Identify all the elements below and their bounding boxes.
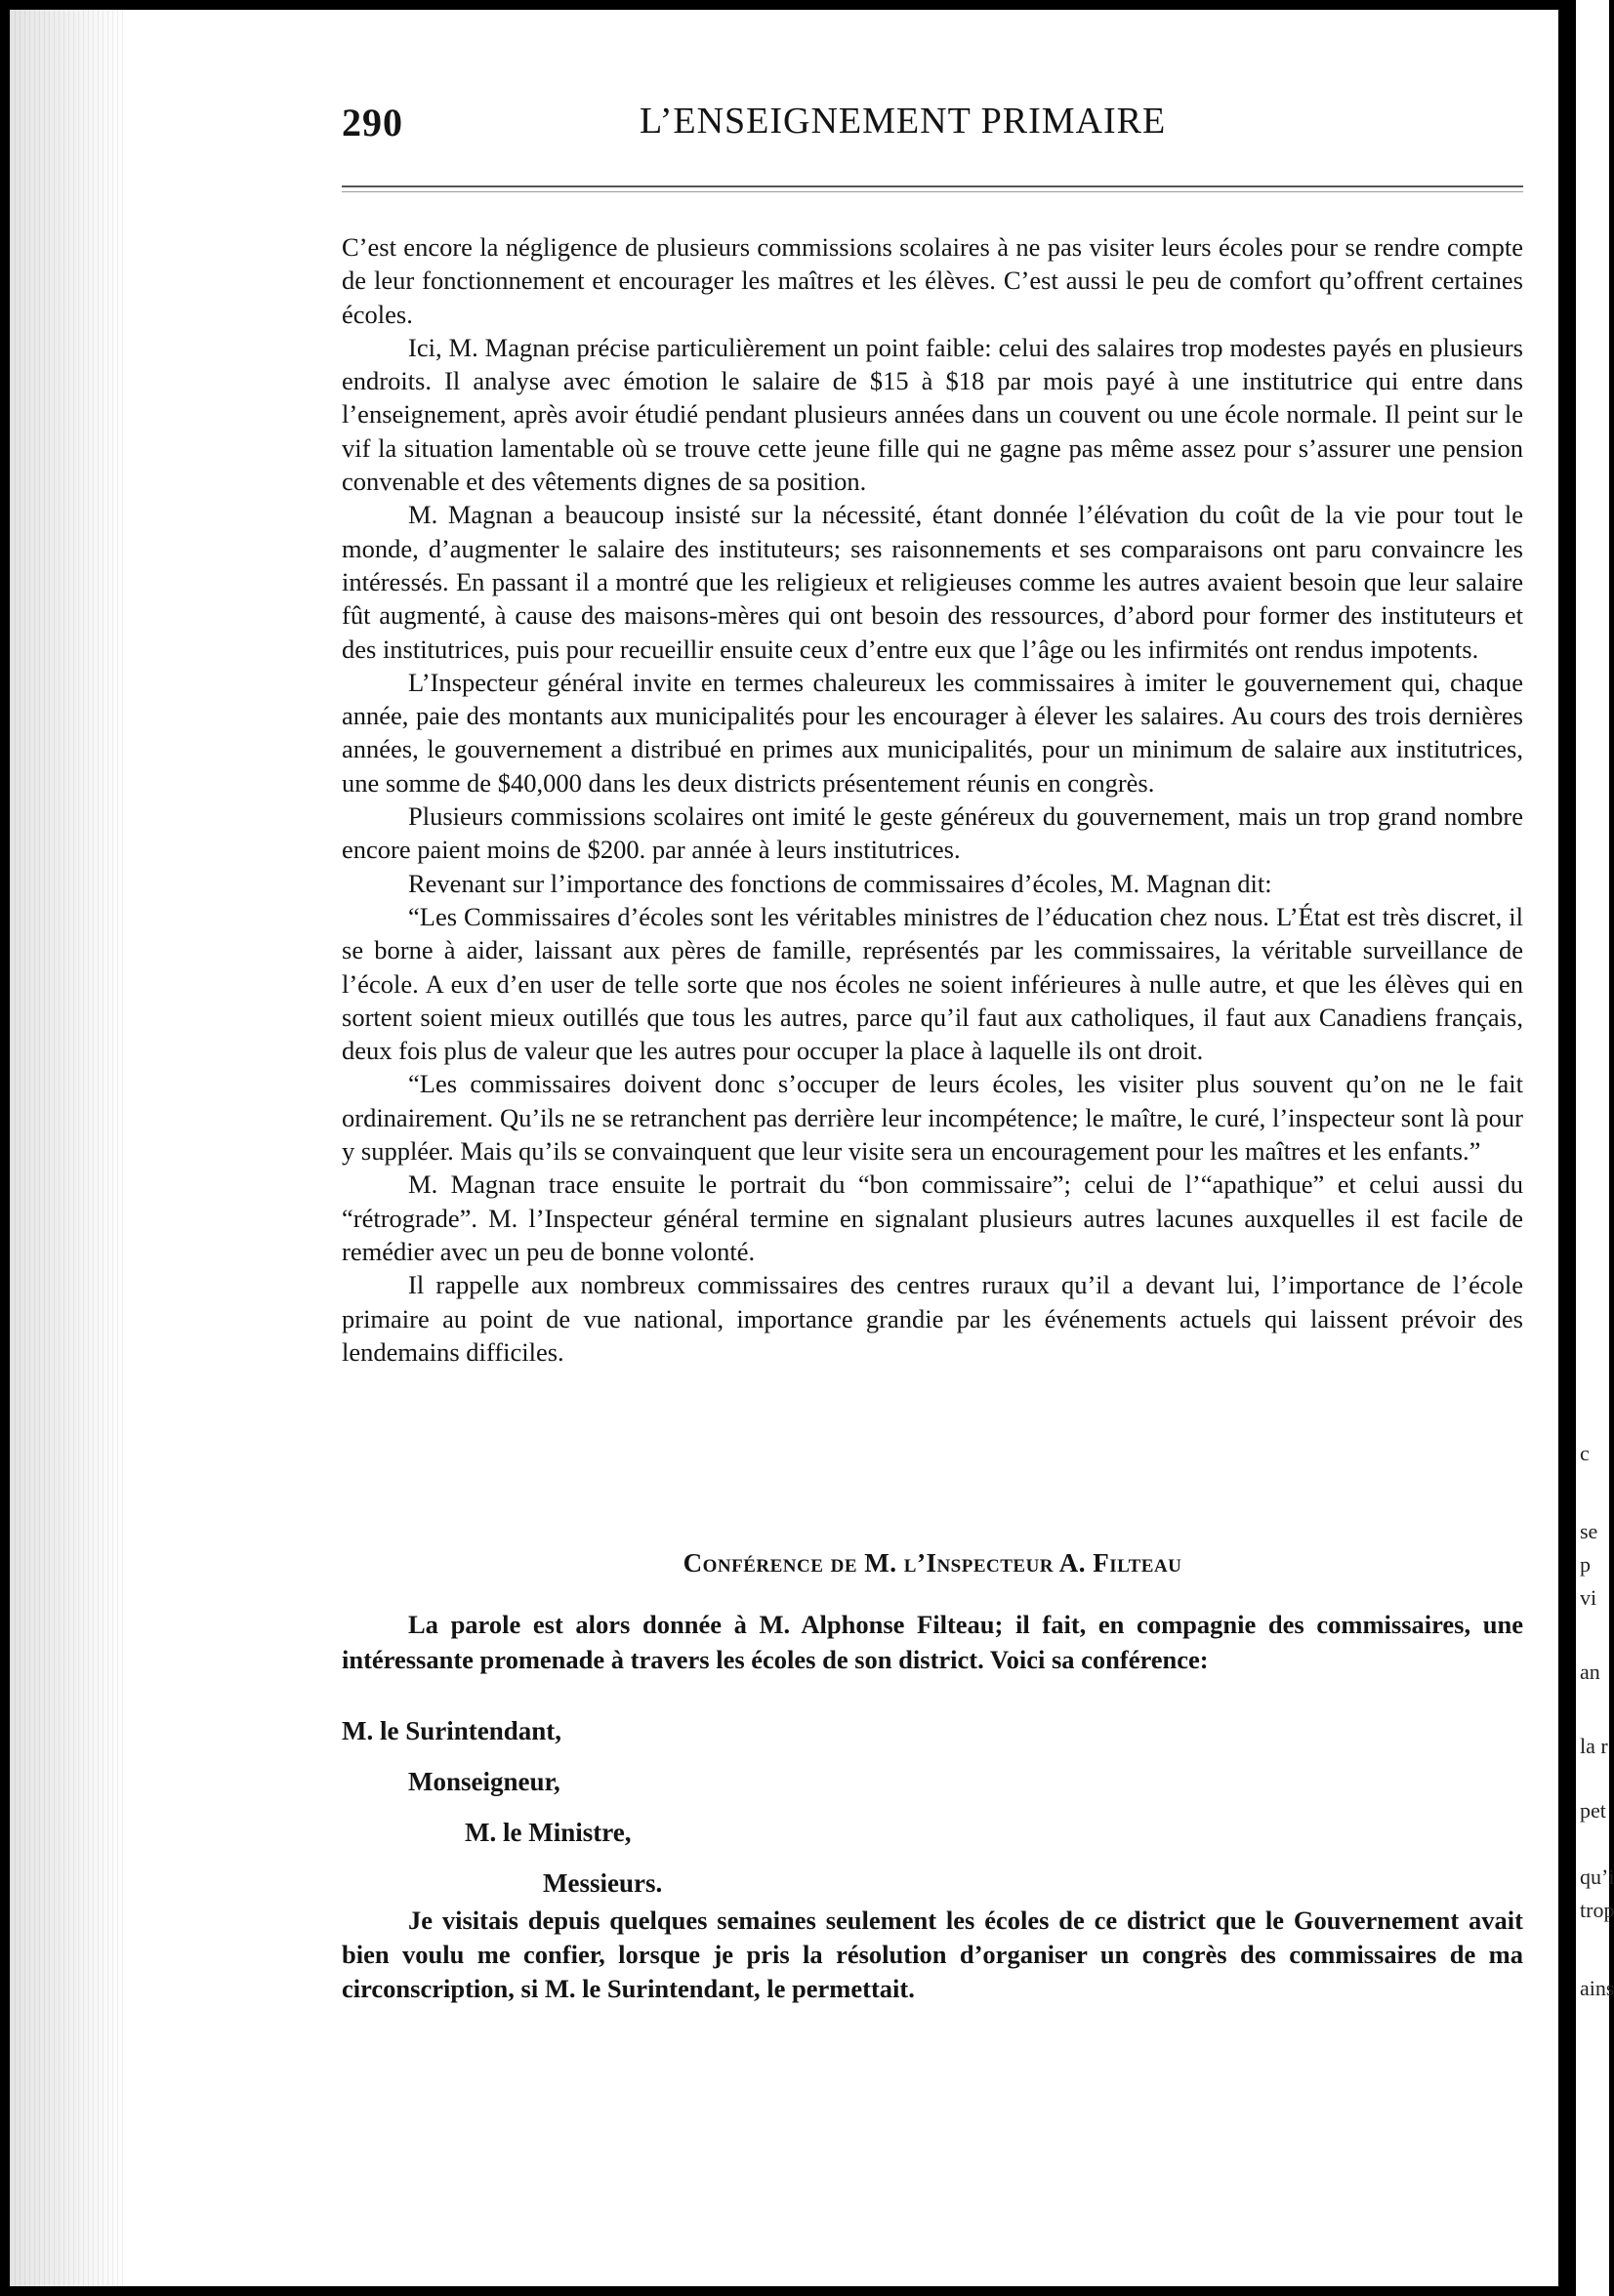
adjacent-page-fragment: ains xyxy=(1580,1976,1614,2000)
page-header xyxy=(342,100,1221,158)
salutation-monseigneur: Monseigneur, xyxy=(408,1767,560,1796)
paragraph: C’est encore la négligence de plusieurs commissions scolaires à ne pas visiter leurs écoles pour se rendre compte de leur fonctionnement et encourager les maîtres et les élèves. C’est aussi le peu de comfort qu’offrent certaines écoles. xyxy=(342,232,1523,329)
paragraph: Il rappelle aux nombreux commissaires des centres ruraux qu’il a devant lui, l’importance de l’école primaire au point de vue national, importance grandie par les événements actuels qui laissent prévoir des lendemains difficiles. xyxy=(342,1270,1523,1367)
paragraph: Ici, M. Magnan précise particulièrement un point faible: celui des salaires trop modestes payés en plusieurs endroits. Il analyse avec émotion le salaire de $15 à $18 par mois payé à une institutrice qui entre dans l’enseignement, après avoir étudié pendant plusieurs années dans un couvent ou une école normale. Il peint sur le vif la situation lamentable où se trouve cette jeune fille qui ne gagne pas même assez pour s’assurer une pension convenable et des vêtements dignes de sa position. xyxy=(342,332,1523,497)
adjacent-page-fragment: p xyxy=(1580,1552,1591,1577)
adjacent-page-fragment: qu’i xyxy=(1580,1865,1614,1889)
header-rule xyxy=(342,185,1523,187)
adjacent-page-fragment: vi xyxy=(1580,1585,1597,1610)
paragraph: “Les commissaires doivent donc s’occuper de leurs écoles, les visiter plus souvent qu’on ne le fait ordinairement. Qu’ils ne se retranchent pas derrière leur incompétence; le maître, le curé, l’inspecteur sont là pour y suppléer. Mais qu’ils se convainquent que leur visite sera un encouragement pour les maîtres et les enfants.” xyxy=(342,1069,1523,1167)
salutation-ministre: M. le Ministre, xyxy=(465,1818,632,1847)
adjacent-page-fragment: la r xyxy=(1580,1734,1608,1758)
paragraph: L’Inspecteur général invite en termes chaleureux les commissaires à imiter le gouvernement qui, chaque année, paie des montants aux municipalités pour les encourager à élever les salaires. Au cours des trois dernières années, le gouvernement a distribué en primes aux municipalités, pour un minimum de salaire aux institutrices, une somme de $40,000 dans les deux districts présentement réunis en congrès. xyxy=(342,667,1523,798)
salutation-surintendant: M. le Surintendant, xyxy=(342,1716,562,1745)
paragraph: M. Magnan trace ensuite le portrait du “bon commissaire”; celui de l’“apathique” et celui aussi du “rétrograde”. M. l’Inspecteur général termine en signalant plusieurs autres lacunes auxquelles il est facile de remédier avec un peu de bonne volonté. xyxy=(342,1169,1523,1266)
binding-gutter xyxy=(10,10,127,2286)
conference-intro: La parole est alors donnée à M. Alphonse Filteau; il fait, en compagnie des commissaires, une intéressante promenade à travers les écoles de son district. Voici sa conférence: xyxy=(342,1610,1523,1674)
adjacent-page-fragment: pet xyxy=(1580,1798,1606,1823)
document-page xyxy=(10,10,1572,2286)
conference-opening-paragraph: Je visitais depuis quelques semaines seulement les écoles de ce district que le Gouvernement avait bien voulu me confier, lorsque je pris la résolution d’organiser un congrès des commissaires de ma circonscription, si M. le Surintendant, le permettait. xyxy=(342,1906,1523,2003)
paragraph: Revenant sur l’importance des fonctions de commissaires d’écoles, M. Magnan dit: xyxy=(408,868,1272,898)
adjacent-page-fragment: se xyxy=(1580,1519,1598,1543)
adjacent-page-fragment: an xyxy=(1580,1660,1600,1684)
body-text xyxy=(342,230,1523,1369)
running-title: L’ENSEIGNEMENT PRIMAIRE xyxy=(640,101,1167,142)
adjacent-page-fragment: trop xyxy=(1580,1898,1614,1922)
section-heading: Conférence de M. l’Inspecteur A. Filteau xyxy=(683,1548,1182,1578)
salutation-messieurs: Messieurs. xyxy=(543,1868,663,1898)
paragraph: M. Magnan a beaucoup insisté sur la nécessité, étant donnée l’élévation du coût de la vie pour tout le monde, d’augmenter le salaire des instituteurs; ses raisonnements et ses comparaisons ont paru convaincre les intéressés. En passant il a montré que les religieux et religieuses comme les autres avaient besoin que leur salaire fût augmenté, à cause des maisons-mères qui ont besoin des ressources, d’abord pour former des instituteurs et des institutrices, puis pour recueillir ensuite ceux d’entre eux que l’âge ou les infirmités ont rendus impotents. xyxy=(342,500,1523,664)
page-number: 290 xyxy=(342,101,403,144)
adjacent-page-edge xyxy=(1576,0,1614,2296)
header-rule-secondary xyxy=(342,191,1523,192)
paragraph: “Les Commissaires d’écoles sont les véritables ministres de l’éducation chez nous. L’État est très discret, il se borne à aider, laissant aux pères de famille, représentés par les commissaires, la véritable surveillance de l’école. A eux d’en user de telle sorte que nos écoles ne soient inférieures à nulle autre, et que les élèves qui en sortent soient mieux outillés que tous les autres, parce qu’il faut aux catholiques, il faut aux Canadiens français, deux fois plus de valeur que les autres pour occuper la place à laquelle ils ont droit. xyxy=(342,901,1523,1066)
paragraph: Plusieurs commissions scolaires ont imité le geste généreux du gouvernement, mais un trop grand nombre encore paient moins de $200. par année à leurs institutrices. xyxy=(342,801,1523,865)
adjacent-page-fragment: c xyxy=(1580,1441,1590,1465)
